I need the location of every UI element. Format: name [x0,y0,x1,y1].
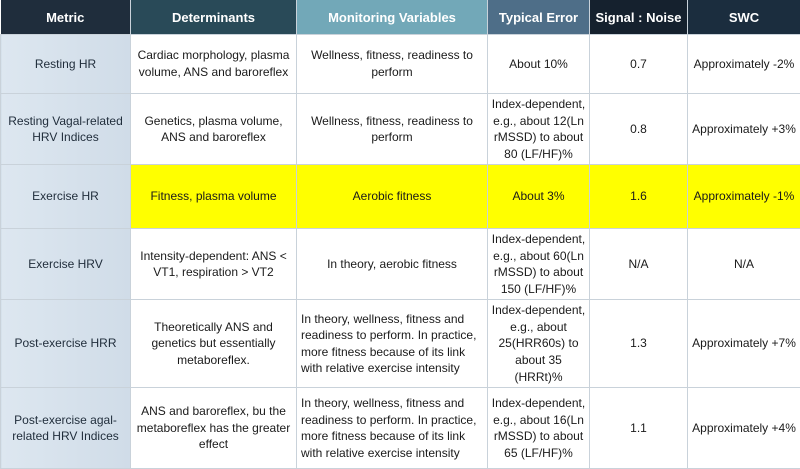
table-row [1,388,800,469]
signal-noise-cell: 1.3 [590,300,688,388]
determinants-cell: Theoretically ANS and genetics but essentially metaboreflex. [131,300,297,388]
metric-cell: Resting HR [1,35,131,94]
monitoring-cell: Wellness, fitness, readiness to perform [297,35,488,94]
typical-error-cell: Index-dependent, e.g., about 16(Ln rMSSD) to about 65 (LF/HF)% [488,388,590,469]
signal-noise-cell: 0.7 [590,35,688,94]
table-row [1,94,800,165]
determinants-cell: ANS and baroreflex, bu the metaboreflex has the greater effect [131,388,297,469]
signal-noise-cell: 1.1 [590,388,688,469]
monitoring-cell: In theory, aerobic fitness [297,229,488,300]
typical-error-cell: Index-dependent, e.g., about 12(Ln rMSSD) to about 80 (LF/HF)% [488,94,590,165]
signal-noise-cell: 1.6 [590,165,688,229]
typical-error-cell: Index-dependent, e.g., about 60(Ln rMSSD) to about 150 (LF/HF)% [488,229,590,300]
swc-cell: Approximately -2% [688,35,800,94]
table-row [1,300,800,388]
monitoring-cell: Wellness, fitness, readiness to perform [297,94,488,165]
signal-noise-cell: 0.8 [590,94,688,165]
determinants-cell: Genetics, plasma volume, ANS and baroreflex [131,94,297,165]
determinants-cell: Intensity-dependent: ANS < VT1, respiration > VT2 [131,229,297,300]
header-typical-error: Typical Error [488,0,590,35]
header-swc: SWC [688,0,800,35]
monitoring-cell: In theory, wellness, fitness and readiness to perform. In practice, more fitness because of its link with relative exercise intensity [297,300,488,388]
metric-cell: Resting Vagal-related HRV Indices [1,94,131,165]
determinants-cell: Cardiac morphology, plasma volume, ANS and baroreflex [131,35,297,94]
monitoring-cell: Aerobic fitness [297,165,488,229]
header-signal-noise: Signal : Noise [590,0,688,35]
typical-error-cell: About 3% [488,165,590,229]
swc-cell: Approximately +3% [688,94,800,165]
header-row [1,0,800,35]
table-row [1,35,800,94]
signal-noise-cell: N/A [590,229,688,300]
table-row [1,229,800,300]
header-monitoring-variables: Monitoring Variables [297,0,488,35]
metric-cell: Exercise HR [1,165,131,229]
monitoring-cell: In theory, wellness, fitness and readiness to perform. In practice, more fitness because of its link with relative exercise intensity [297,388,488,469]
metric-cell: Post-exercise HRR [1,300,131,388]
determinants-cell: Fitness, plasma volume [131,165,297,229]
typical-error-cell: About 10% [488,35,590,94]
swc-cell: Approximately +4% [688,388,800,469]
metric-cell: Post-exercise agal-related HRV Indices [1,388,131,469]
header-determinants: Determinants [131,0,297,35]
header-metric: Metric [1,0,131,35]
table-row-highlighted [1,165,800,229]
typical-error-cell: Index-dependent, e.g., about 25(HRR60s) to about 35 (HRRt)% [488,300,590,388]
swc-cell: Approximately +7% [688,300,800,388]
swc-cell: N/A [688,229,800,300]
swc-cell: Approximately -1% [688,165,800,229]
metric-cell: Exercise HRV [1,229,131,300]
